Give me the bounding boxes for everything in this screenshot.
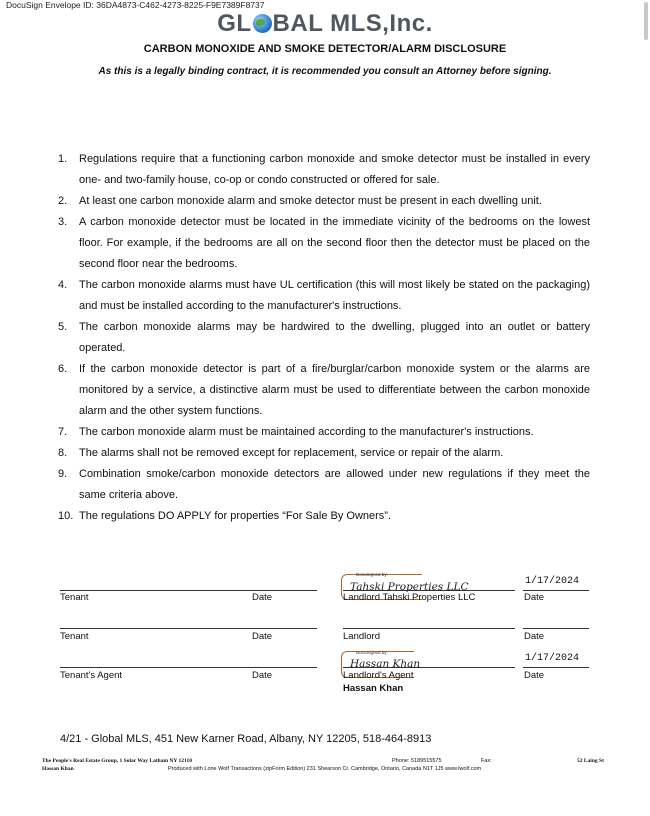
document-title: CARBON MONOXIDE AND SMOKE DETECTOR/ALARM DISCLOSURE (143, 43, 507, 55)
logo-text-post: BAL MLS,Inc. (272, 10, 433, 37)
landlord-2-signature-line[interactable] (343, 628, 515, 629)
item-text: The carbon monoxide alarm must be maintained according to the manufacturer's instructions. (79, 426, 534, 438)
landlord-agent-name: Hassan Khan (343, 683, 404, 694)
item-number: 4. (58, 279, 68, 291)
docusigned-by-label: DocuSigned by: (356, 572, 388, 577)
item-text: If the carbon monoxide detector is part of a fire/burglar/carbon monoxide system or the alarms are monitored by a service, a distinctive alarm must be used to differentiate between the carbon monoxide alarm and the other system functions. (79, 363, 590, 417)
tenant-2-date-label: Date (252, 631, 273, 642)
landlord-signature-line[interactable] (343, 590, 515, 591)
item-text: The alarms shall not be removed except for replacement, service or repair of the alarm. (79, 447, 504, 459)
landlord-2-date-label: Date (524, 631, 545, 642)
legal-notice: As this is a legally binding contract, it is recommended you consult an Attorney before signing. (98, 66, 552, 77)
list-item (58, 464, 590, 506)
logo-text-pre: GL (217, 10, 252, 37)
landlord-2-date-line[interactable] (523, 628, 589, 629)
item-number: 1. (58, 153, 68, 165)
item-text: At least one carbon monoxide alarm and smoke detector must be present in each dwelling unit. (79, 195, 542, 207)
form-info: 4/21 - Global MLS, 451 New Karner Road, Albany, NY 12205, 518-464-8913 (60, 733, 432, 745)
item-number: 5. (58, 321, 68, 333)
list-item (58, 422, 590, 443)
item-number: 6. (58, 363, 68, 375)
item-text: The carbon monoxide alarms may be hardwired to the dwelling, plugged into an outlet or battery operated. (79, 321, 590, 354)
item-text: The carbon monoxide alarms must have UL certification (this will most likely be stated on the packaging) and must be installed according to the manufacturer's instructions. (79, 279, 590, 312)
item-text: Regulations require that a functioning carbon monoxide and smoke detector must be installed in every one- and two-family house, co-op or condo constructed or offered for sale. (79, 153, 590, 186)
list-item (58, 212, 590, 275)
agent-date-label: Date (524, 670, 545, 681)
agent-date-value: 1/17/2024 (525, 653, 580, 664)
footer-produced: Produced with Lone Wolf Transactions (zipForm Edition) 231 Shearson Cr. Cambridge, Ontario, Canada N1T 1J5 www.lwolf.com (168, 766, 482, 772)
landlord-signature: Tahski Properties LLC (350, 581, 469, 593)
list-item (58, 317, 590, 359)
disclosure-list (58, 149, 590, 527)
global-mls-logo (0, 10, 650, 38)
footer-agent: Hassan Khan (42, 766, 74, 772)
list-item (58, 149, 590, 191)
list-item (58, 275, 590, 317)
tenant-2-label: Tenant (60, 631, 89, 642)
landlord-label-text: Landlord Tahski Properties LLC (343, 592, 476, 603)
item-number: 2. (58, 195, 68, 207)
landlord-label (343, 592, 475, 603)
landlord-date-line[interactable] (523, 590, 589, 591)
landlord-2-label: Landlord (343, 631, 380, 642)
item-text: Combination smoke/carbon monoxide detectors are allowed under new regulations if they meet the same criteria above. (79, 468, 590, 501)
item-text: A carbon monoxide detector must be located in the immediate vicinity of the bedrooms on the lowest floor. For example, if the bedrooms are all on the second floor then the detector must be placed on the second floor near the bedrooms. (79, 216, 590, 270)
tenant-label: Tenant (60, 592, 89, 603)
brokerage-info: The People's Real Estate Group, 1 Solar Way Latham NY 12110 (42, 758, 192, 764)
footer-property: 52 Laing St (577, 758, 604, 764)
tenant-agent-date-label: Date (252, 670, 273, 681)
item-text: The regulations DO APPLY for properties “For Sale By Owners”. (79, 510, 392, 522)
landlord-agent-signature-line[interactable] (343, 667, 515, 668)
tenant-date-label: Date (252, 592, 273, 603)
tenant-agent-label: Tenant's Agent (60, 670, 123, 681)
tenant-2-signature-line[interactable] (60, 628, 317, 629)
footer-fax: Fax: (481, 758, 492, 764)
list-item (58, 359, 590, 422)
agent-signature: Hassan Khan (350, 658, 421, 670)
landlord-date-value: 1/17/2024 (525, 576, 580, 587)
tenant-agent-signature-line[interactable] (60, 667, 317, 668)
list-item (58, 506, 590, 527)
globe-icon (253, 14, 272, 33)
item-number: 8. (58, 447, 68, 459)
item-number: 10. (58, 510, 74, 522)
landlord-date-label: Date (524, 592, 545, 603)
list-item (58, 443, 590, 464)
item-number: 9. (58, 468, 68, 480)
footer-phone: Phone: 5189515575 (392, 758, 442, 764)
item-number: 7. (58, 426, 68, 438)
tenant-signature-line[interactable] (60, 590, 317, 591)
list-item (58, 191, 590, 212)
landlord-agent-label: Landlord's Agent (343, 670, 414, 681)
item-number: 3. (58, 216, 68, 228)
docusigned-by-label: DocuSigned by: (356, 650, 388, 655)
envelope-id: DocuSign Envelope ID: 36DA4873-C462-4273-8225-F9E7389F8737 (6, 0, 265, 10)
agent-date-line[interactable] (523, 667, 589, 668)
